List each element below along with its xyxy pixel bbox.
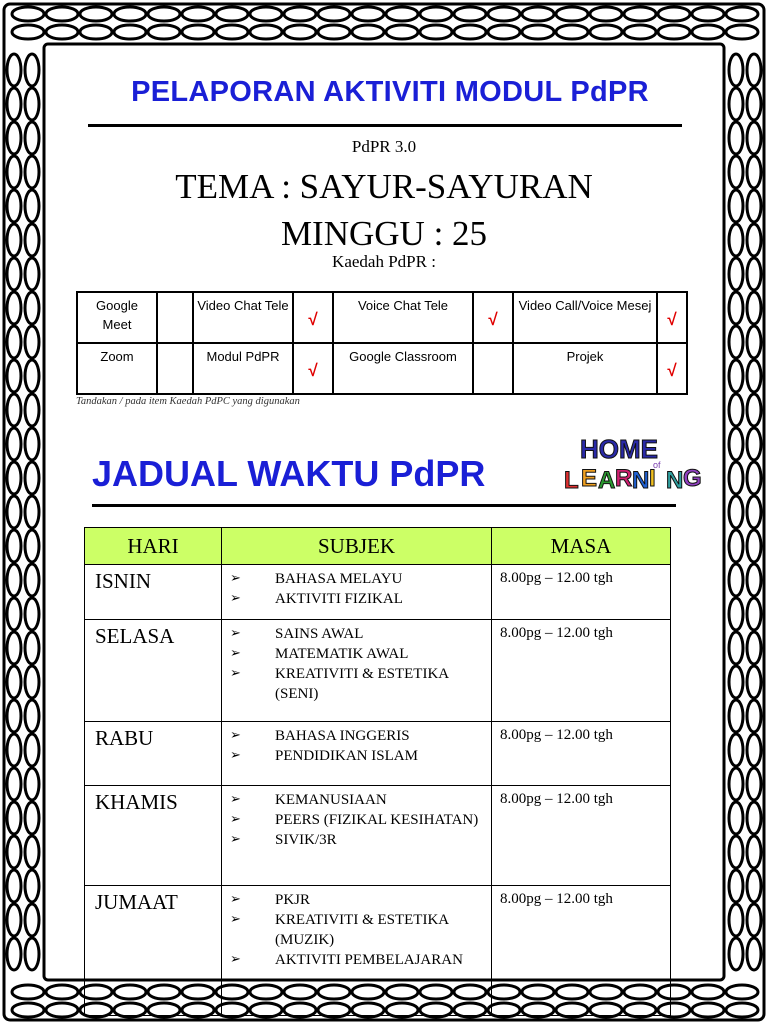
day-cell: RABU <box>85 722 222 786</box>
timetable-title: JADUAL WAKTU PdPR <box>92 453 486 494</box>
kaedah-item-label: Projek <box>513 343 657 394</box>
kaedah-check-cell[interactable]: √ <box>657 292 687 343</box>
logo-of-text: of <box>653 460 661 470</box>
subjects-cell <box>222 786 492 886</box>
table-row <box>85 886 671 1016</box>
subject-item: ➢ PEERS (FIZIKAL KESIHATAN) <box>230 810 483 830</box>
svg-text:L: L <box>564 467 579 494</box>
day-cell: ISNIN <box>85 565 222 620</box>
table-row <box>85 722 671 786</box>
subject-item: ➢ KREATIVITI & ESTETIKA (MUZIK) <box>230 910 483 950</box>
svg-text:N: N <box>666 467 684 494</box>
kaedah-check-cell[interactable]: √ <box>293 343 333 394</box>
subject-item: ➢ BAHASA INGGERIS <box>230 726 483 746</box>
subject-item: ➢ SAINS AWAL <box>230 624 483 644</box>
kaedah-item-label: Google Meet <box>77 292 157 343</box>
subject-item: ➢ BAHASA MELAYU <box>230 569 483 589</box>
time-cell: 8.00pg – 12.00 tgh <box>492 722 671 786</box>
subjects-cell <box>222 722 492 786</box>
kaedah-check-cell[interactable]: √ <box>293 292 333 343</box>
subjects-cell <box>222 886 492 1016</box>
subject-item: ➢ PENDIDIKAN ISLAM <box>230 746 483 766</box>
time-cell: 8.00pg – 12.00 tgh <box>492 886 671 1016</box>
subjects-cell <box>222 620 492 722</box>
svg-text:A: A <box>598 467 616 494</box>
time-cell: 8.00pg – 12.00 tgh <box>492 786 671 886</box>
timetable-underline <box>92 504 676 507</box>
subject-item: ➢ SIVIK/3R <box>230 830 483 850</box>
svg-text:N: N <box>632 467 650 494</box>
tema-heading: TEMA : SAYUR-SAYURAN <box>175 167 593 206</box>
col-header-subjek: SUBJEK <box>222 528 492 565</box>
subject-item: ➢ MATEMATIK AWAL <box>230 644 483 664</box>
kaedah-check-cell[interactable]: √ <box>473 292 513 343</box>
subjects-cell <box>222 565 492 620</box>
subject-item: ➢ KREATIVITI & ESTETIKA (SENI) <box>230 664 483 704</box>
subject-item: ➢ PKJR <box>230 890 483 910</box>
kaedah-item-label: Modul PdPR <box>193 343 293 394</box>
kaedah-note: Tandakan / pada item Kaedah PdPC yang digunakan <box>76 396 300 407</box>
title-underline <box>88 124 682 127</box>
svg-text:G: G <box>683 465 702 492</box>
kaedah-check-cell[interactable] <box>473 343 513 394</box>
day-cell: KHAMIS <box>85 786 222 886</box>
subject-item: ➢ AKTIVITI PEMBELAJARAN <box>230 950 483 970</box>
report-title: PELAPORAN AKTIVITI MODUL PdPR <box>131 76 649 108</box>
timetable <box>84 527 671 1016</box>
program-label: PdPR 3.0 <box>351 137 417 156</box>
subject-item: ➢ KEMANUSIAAN <box>230 790 483 810</box>
kaedah-check-cell[interactable] <box>157 292 193 343</box>
time-cell: 8.00pg – 12.00 tgh <box>492 620 671 722</box>
logo-home-text: HOME <box>580 434 658 464</box>
col-header-hari: HARI <box>85 528 222 565</box>
svg-text:R: R <box>615 465 633 492</box>
minggu-heading: MINGGU : 25 <box>280 214 488 253</box>
day-cell: SELASA <box>85 620 222 722</box>
time-cell: 8.00pg – 12.00 tgh <box>492 565 671 620</box>
logo-learning-text <box>564 465 702 494</box>
kaedah-label: Kaedah PdPR : <box>332 252 436 271</box>
col-header-masa: MASA <box>492 528 671 565</box>
table-row <box>85 786 671 886</box>
kaedah-check-cell[interactable]: √ <box>657 343 687 394</box>
kaedah-item-label: Video Call/Voice Mesej <box>513 292 657 343</box>
table-row <box>85 620 671 722</box>
day-cell: JUMAAT <box>85 886 222 1016</box>
kaedah-item-label: Video Chat Tele <box>193 292 293 343</box>
kaedah-item-label: Zoom <box>77 343 157 394</box>
svg-text:E: E <box>581 465 598 492</box>
kaedah-item-label: Voice Chat Tele <box>333 292 473 343</box>
kaedah-table <box>76 291 688 395</box>
kaedah-item-label: Google Classroom <box>333 343 473 394</box>
table-row <box>85 565 671 620</box>
svg-text:I: I <box>649 465 656 492</box>
subject-item: ➢ AKTIVITI FIZIKAL <box>230 589 483 609</box>
kaedah-check-cell[interactable] <box>157 343 193 394</box>
home-learning-logo <box>562 430 702 494</box>
